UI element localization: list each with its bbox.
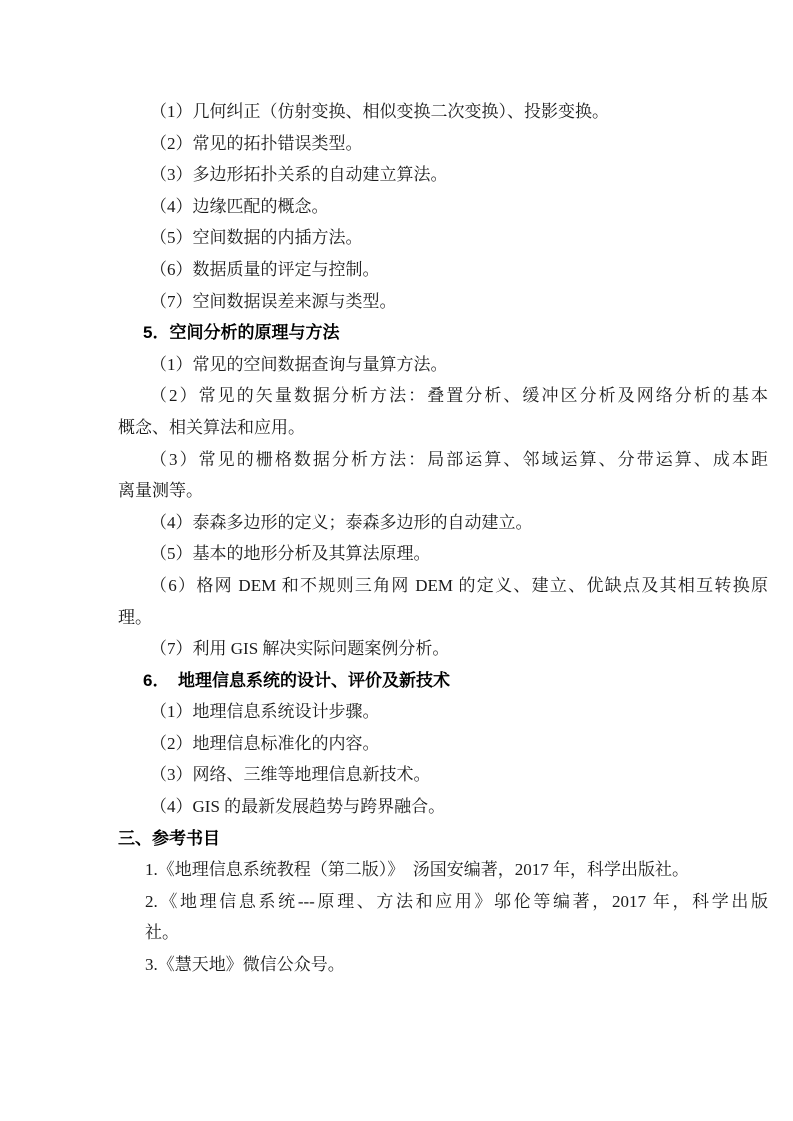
section6-item: （3）网络、三维等地理信息新技术。 <box>150 765 431 785</box>
reference-item-continuation: 社。 <box>145 923 179 943</box>
section4-item: （3）多边形拓扑关系的自动建立算法。 <box>150 165 448 185</box>
reference-item: 1.《地理信息系统教程（第二版）》 汤国安编著，2017 年，科学出版社。 <box>145 860 689 880</box>
section4-item: （6）数据质量的评定与控制。 <box>150 259 380 279</box>
section6-heading: 6． 地理信息系统的设计、评价及新技术 <box>143 670 450 690</box>
section5-item: （6）格网 DEM 和不规则三角网 DEM 的定义、建立、优缺点及其相互转换原 <box>150 575 768 595</box>
section6-item: （2）地理信息标准化的内容。 <box>150 733 380 753</box>
section5-heading: 5．空间分析的原理与方法 <box>143 323 340 343</box>
section4-item: （4）边缘匹配的概念。 <box>150 196 329 216</box>
document-content <box>118 96 768 981</box>
section4-item: （2）常见的拓扑错误类型。 <box>150 133 363 153</box>
section4-item: （5）空间数据的内插方法。 <box>150 228 363 248</box>
section5-item: （4）泰森多边形的定义；泰森多边形的自动建立。 <box>150 512 533 532</box>
section5-item-continuation: 离量测等。 <box>118 481 203 501</box>
section5-item: （5）基本的地形分析及其算法原理。 <box>150 544 431 564</box>
section5-item: （1）常见的空间数据查询与量算方法。 <box>150 354 448 374</box>
section6-item: （1）地理信息系统设计步骤。 <box>150 702 380 722</box>
section5-item-continuation: 理。 <box>118 607 152 627</box>
section4-item: （1）几何纠正（仿射变换、相似变换二次变换）、投影变换。 <box>150 102 609 121</box>
section6-item: （4）GIS 的最新发展趋势与跨界融合。 <box>150 797 446 817</box>
section5-item: （2）常见的矢量数据分析方法：叠置分析、缓冲区分析及网络分析的基本 <box>150 386 768 406</box>
references-heading: 三、参考书目 <box>118 828 220 848</box>
reference-item: 2.《地理信息系统---原理、方法和应用》邬伦等编著，2017 年，科学出版 <box>145 891 768 911</box>
section5-item-continuation: 概念、相关算法和应用。 <box>118 417 305 437</box>
section5-item: （7）利用 GIS 解决实际问题案例分析。 <box>150 639 450 659</box>
section5-item: （3）常见的栅格数据分析方法：局部运算、邻域运算、分带运算、成本距 <box>150 449 768 469</box>
reference-item: 3.《慧天地》微信公众号。 <box>145 955 345 975</box>
section4-item: （7）空间数据误差来源与类型。 <box>150 291 397 311</box>
